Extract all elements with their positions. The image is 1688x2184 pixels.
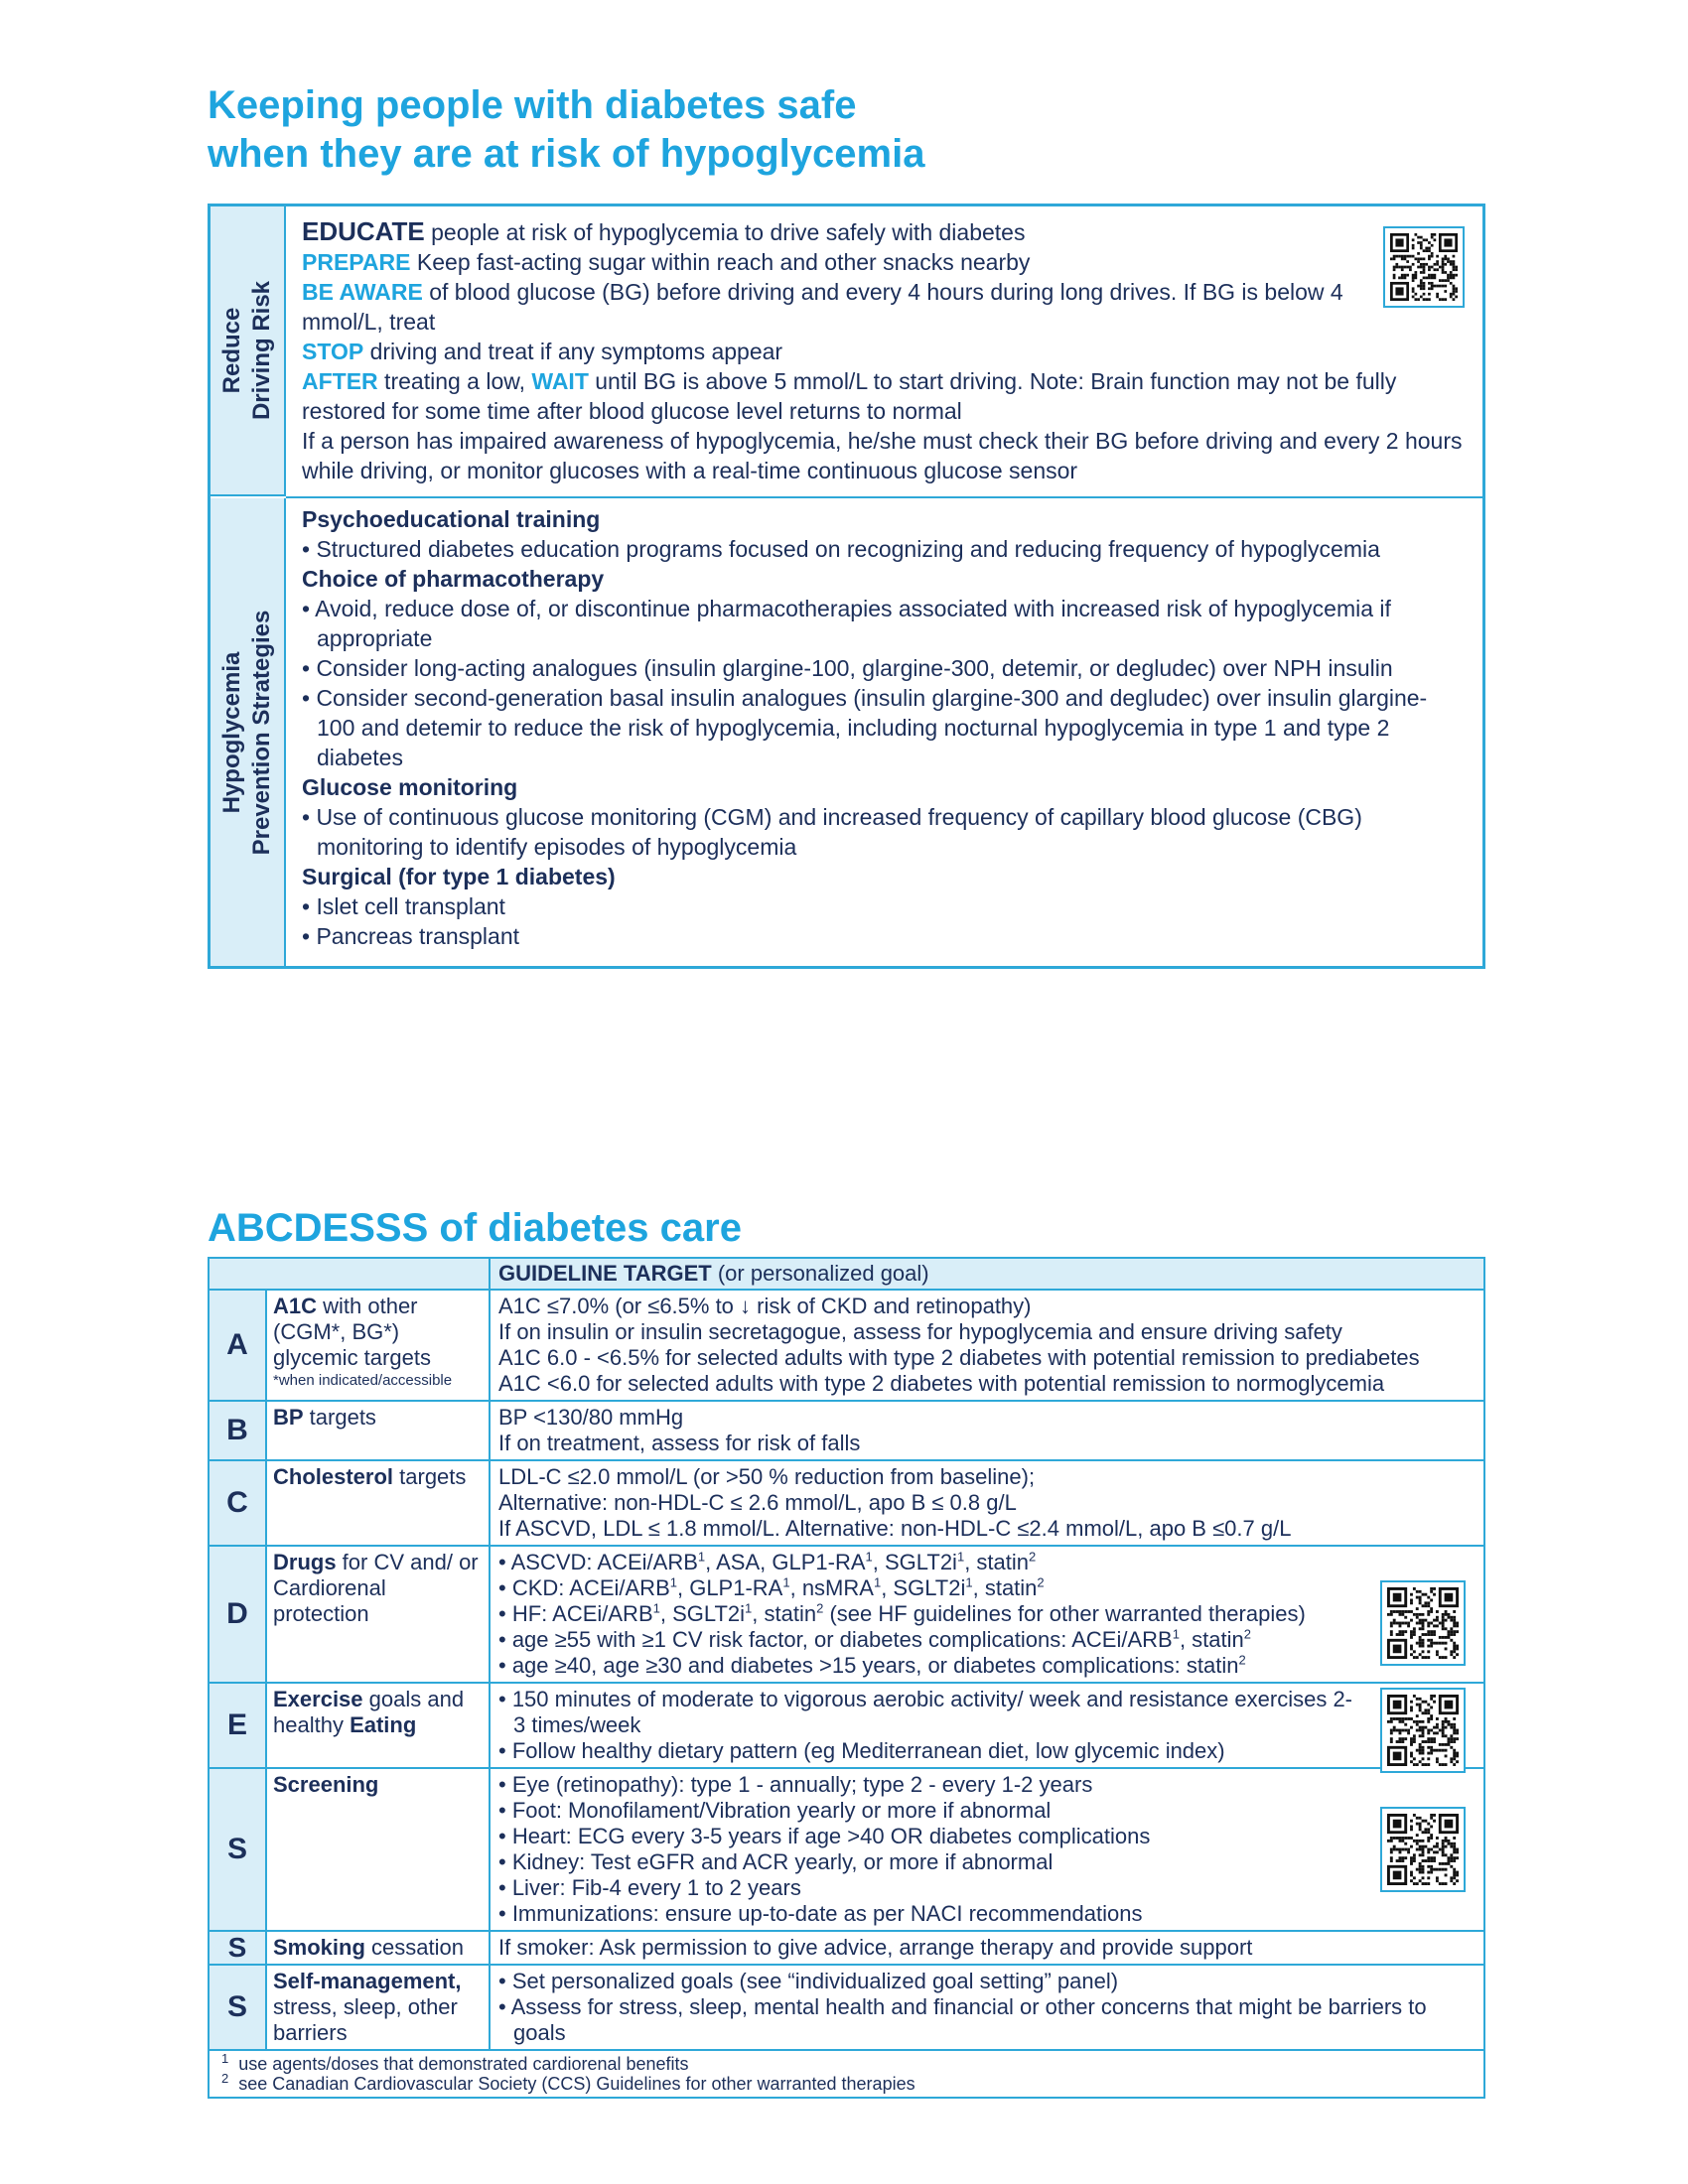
prevention-heading: Choice of pharmacotherapy (302, 566, 605, 592)
row-value: A1C ≤7.0% (or ≤6.5% to ↓ risk of CKD and retinopathy) If on insulin or insulin secretagogue, assess for hypoglycemia and ensure driving safety A1C 6.0 - <6.5% for selected adults with type 2 diabetes with potential remission to prediabetes A1C <6.0 for selected adults with type 2 diabetes with potential remission to normoglycemia (490, 1290, 1484, 1401)
table-row-a (209, 1290, 1484, 1401)
qr-code-icon[interactable] (1380, 1807, 1466, 1892)
divider (286, 496, 1482, 498)
row-label: Self-management, stress, sleep, other barriers (266, 1965, 490, 2050)
footnote: $^1$ use agents/doses that demonstrated cardiorenal benefits (221, 2051, 689, 2074)
row-label: A1C with other (CGM*, BG*) glycemic targets *when indicated/accessible (266, 1290, 490, 1401)
row-value: BP <130/80 mmHg If on treatment, assess for risk of falls (490, 1401, 1484, 1460)
row-label: Drugs for CV and/ or Cardiorenal protection (266, 1546, 490, 1683)
qr-code-icon-graphic (1387, 1814, 1459, 1885)
qr-code-icon-graphic (1387, 1695, 1459, 1766)
driving-risk-sidebar (211, 206, 286, 496)
prevention-bullet: • Consider second-generation basal insulin analogues (insulin glargine-300 and degludec) over insulin glargine-100 and detemir to reduce the risk of hypoglycemia, including nocturnal hypoglycemia in type 1 and type 2 diabetes (302, 685, 1428, 770)
row-letter: S (209, 1931, 266, 1965)
guideline-header: GUIDELINE TARGET (or personalized goal) (490, 1258, 1484, 1290)
row-label: BP targets (266, 1401, 490, 1460)
qr-code-icon[interactable] (1383, 226, 1465, 308)
driving-risk-label: Reduce Driving Risk (218, 280, 275, 421)
row-value: • ASCVD: ACEi/ARB$^1$, ASA, $GLP1-RA^1$, $SGLT2i^1$, statin$^2$ • CKD: ACEi/ARB$^1$, $GLP1-RA^1$, nsMRA$^1$, $SGLT2i^1$, statin$^2$ • HF: ACEi/ARB$^1$, $SGLT2i^1$, statin$^2$ (see HF guidelines for other warranted therapies) • age ≥55 with ≥1 CV risk factor, or diabetes complications: ACEi/ARB$^1$, statin$^2$ • age ≥40, age ≥30 and diabetes >15 years, or diabetes complications: statin$^2$ (490, 1546, 1484, 1683)
row-letter: A (209, 1290, 266, 1401)
abcdesss-title: ABCDESSS of diabetes care (208, 1206, 742, 1250)
row-letter: S (209, 1768, 266, 1931)
row-label: Smoking cessation (266, 1931, 490, 1965)
qr-code-icon-graphic (1390, 233, 1458, 301)
table-row-e (209, 1683, 1484, 1768)
row-letter: E (209, 1683, 266, 1768)
prevention-heading: Glucose monitoring (302, 774, 518, 800)
table-row-s-self-management (209, 1965, 1484, 2050)
table-row-s-smoking (209, 1931, 1484, 1965)
row-letter: B (209, 1401, 266, 1460)
hypoglycemia-safety-box (208, 204, 1485, 969)
table-row-d (209, 1546, 1484, 1683)
row-value: LDL-C ≤2.0 mmol/L (or >50 % reduction from baseline); Alternative: non-HDL-C ≤ 2.6 mmol/L, apo B ≤ 0.8 g/L If ASCVD, LDL ≤ 1.8 mmol/L. Alternative: non-HDL-C ≤2.4 mmol/L, apo B ≤0.7 g/L (490, 1460, 1484, 1546)
row-label: Cholesterol targets (266, 1460, 490, 1546)
qr-code-icon-graphic (1387, 1587, 1459, 1659)
row-letter: S (209, 1965, 266, 2050)
prevention-heading: Surgical (for type 1 diabetes) (302, 864, 616, 889)
prevention-label: Hypoglycemia Prevention Strategies (218, 610, 275, 855)
prevention-sidebar (211, 498, 286, 966)
prevention-bullet: • Avoid, reduce dose of, or discontinue pharmacotherapies associated with increased risk of hypoglycemia if appropriate (302, 596, 1391, 651)
footnote: $^2$ see Canadian Cardiovascular Society (CCS) Guidelines for other warranted therapies (221, 2071, 915, 2094)
row-value: • Set personalized goals (see “individualized goal setting” panel) • Assess for stress, sleep, mental health and financial or other concerns that might be barriers to goals (490, 1965, 1484, 2050)
row-letter: D (209, 1546, 266, 1683)
row-label: Screening (266, 1768, 490, 1931)
row-letter: C (209, 1460, 266, 1546)
aware-line: BE AWARE of blood glucose (BG) before driving and every 4 hours during long drives. If BG is below 4 mmol/L, treat (302, 279, 1343, 335)
after-line: AFTER treating a low, WAIT until BG is above 5 mmol/L to start driving. Note: Brain function may not be fully restored for some time after blood glucose level returns to normal (302, 368, 1397, 424)
table-row-b (209, 1401, 1484, 1460)
abcdesss-table (208, 1257, 1485, 2099)
page-title: Keeping people with diabetes safe when they are at risk of hypoglycemia (208, 83, 925, 176)
table-row-c (209, 1460, 1484, 1546)
table-row-s-screening (209, 1768, 1484, 1931)
table-footnotes (209, 2050, 1484, 2098)
impaired-line: If a person has impaired awareness of hypoglycemia, he/she must check their BG before driving and every 2 hours while driving, or monitor glucoses with a real-time continuous glucose sensor (302, 428, 1463, 483)
prevention-content (302, 504, 1465, 951)
prepare-line: PREPARE Keep fast-acting sugar within reach and other snacks nearby (302, 249, 1031, 275)
prevention-bullet: • Structured diabetes education programs focused on recognizing and reducing frequency of hypoglycemia (302, 536, 1380, 562)
row-value: • Eye (retinopathy): type 1 - annually; type 2 - every 1-2 years • Foot: Monofilament/Vibration yearly or more if abnormal • Heart: ECG every 3-5 years if age >40 OR diabetes complications • Kidney: Test eGFR and ACR yearly, or more if abnormal • Liver: Fib-4 every 1 to 2 years • Immunizations: ensure up-to-date as per NACI recommendations (490, 1768, 1484, 1931)
qr-code-icon[interactable] (1380, 1688, 1466, 1773)
prevention-bullet: • Pancreas transplant (302, 923, 520, 949)
stop-line: STOP driving and treat if any symptoms appear (302, 339, 783, 364)
driving-risk-content (302, 216, 1463, 485)
row-value: • 150 minutes of moderate to vigorous aerobic activity/ week and resistance exercises 2-3 times/week • Follow healthy dietary pattern (eg Mediterranean diet, low glycemic index) (490, 1683, 1484, 1768)
prevention-bullet: • Consider long-acting analogues (insulin glargine-100, glargine-300, detemir, or degludec) over NPH insulin (302, 655, 1393, 681)
qr-code-icon[interactable] (1380, 1580, 1466, 1666)
row-value: If smoker: Ask permission to give advice, arrange therapy and provide support (490, 1931, 1484, 1965)
prevention-bullet: • Islet cell transplant (302, 893, 505, 919)
row-label: Exercise goals and healthy Eating (266, 1683, 490, 1768)
prevention-bullet: • Use of continuous glucose monitoring (CGM) and increased frequency of capillary blood glucose (CBG) monitoring to identify episodes of hypoglycemia (302, 804, 1362, 860)
table-header-row (209, 1258, 1484, 1290)
prevention-heading: Psychoeducational training (302, 506, 601, 532)
educate-line: EDUCATE people at risk of hypoglycemia to drive safely with diabetes (302, 216, 1026, 246)
